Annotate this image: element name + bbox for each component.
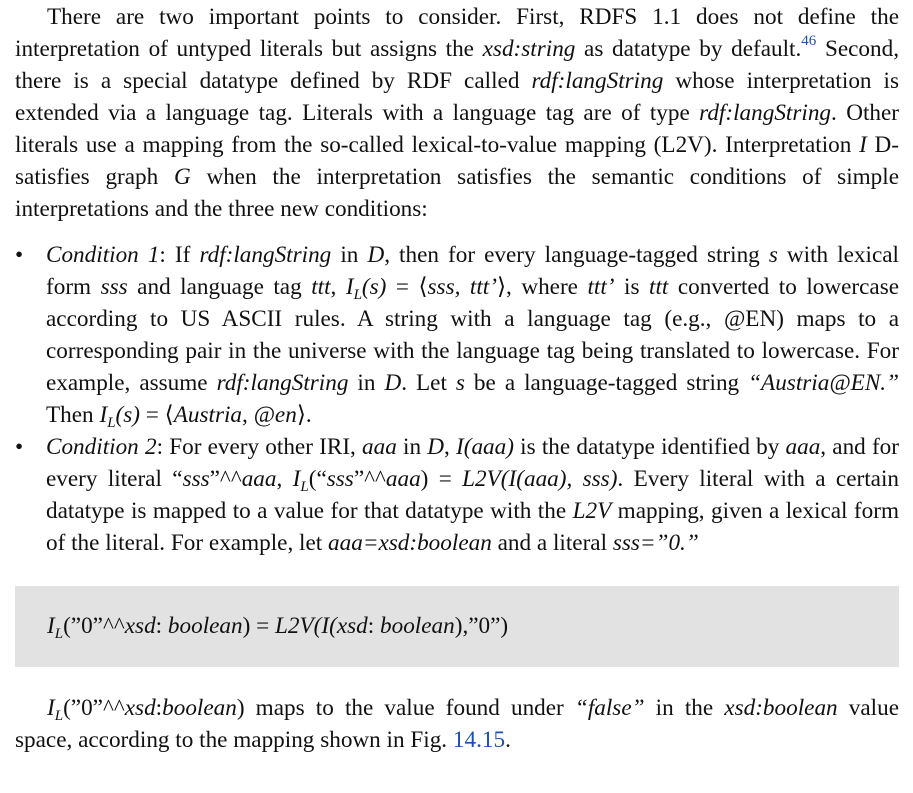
condition-1-item: [15, 239, 899, 431]
italic-term: D: [367, 242, 385, 268]
math-var: L2V(I(xsd: [275, 613, 368, 639]
text-run: ) maps to the value found under: [236, 695, 575, 721]
math-var: sss: [326, 466, 354, 492]
condition-label: Condition 2: [46, 434, 157, 460]
bullet-icon: •: [15, 242, 24, 268]
conditions-list: [15, 239, 899, 559]
math-var: G: [173, 164, 191, 190]
math-subscript: L: [54, 708, 64, 724]
text-run: . Other literals use a mapping from the so-called lexical-to-value mapping (L2V). Interpretation: [15, 100, 900, 158]
text-run: ⟩, where: [496, 274, 588, 300]
text-run: ,: [330, 274, 346, 300]
text-run: , and for every literal “: [46, 434, 899, 492]
text-run: whose interpretation is extended via a language tag. Literals with a language tag are of type: [15, 68, 899, 126]
text-run: in: [348, 370, 385, 396]
display-formula: [47, 610, 508, 642]
text-run: converted to lowercase according to US ASCII rules. A string with a language tag (e.g., @EN) maps to a corresponding pair in the universe with the language tag being translated to lowercase. For example, assume: [46, 274, 900, 396]
math-var: sss, ttt’: [427, 274, 497, 300]
text-run: (“: [308, 466, 327, 492]
figure-link[interactable]: 14.15: [452, 727, 506, 753]
italic-term: rdf:langString: [531, 68, 664, 94]
text-run: Second, there is a special datatype defined by RDF called: [15, 36, 900, 94]
italic-term: rdf:langString: [216, 370, 349, 396]
math-var: I: [292, 466, 301, 492]
text-run: :: [155, 695, 163, 721]
text-run: and language tag: [127, 274, 312, 300]
math-var: I: [859, 132, 867, 158]
text-run: ,: [276, 466, 293, 492]
text-run: is the datatype identified by: [513, 434, 786, 460]
text-run: ) =: [242, 613, 276, 639]
text-run: be a language-tagged string: [464, 370, 749, 396]
math-var: xsd: [124, 695, 156, 721]
math-var: I: [345, 274, 354, 300]
text-run: as datatype by default.: [575, 36, 802, 62]
text-run: = ⟨: [386, 274, 428, 300]
italic-term: D: [427, 434, 445, 460]
italic-term: ttt’: [587, 274, 615, 300]
italic-term: aaa=xsd:boolean: [328, 530, 492, 556]
math-var: boolean: [380, 613, 455, 639]
italic-term: aaa: [785, 434, 821, 460]
text-run: :: [155, 613, 168, 639]
footnote-ref[interactable]: 46: [801, 33, 817, 49]
math-var: (s): [361, 274, 387, 300]
text-run: , then for every language-tagged string: [384, 242, 769, 268]
math-subscript: L: [353, 287, 362, 303]
text-run: ⟩.: [296, 402, 312, 428]
condition-2-item: [15, 431, 899, 559]
text-run: : For every other IRI,: [156, 434, 363, 460]
page-body: [15, 1, 899, 756]
text-run: :: [367, 613, 381, 639]
text-run: value space, according to the mapping shown in Fig.: [15, 695, 899, 753]
math-var: (s): [115, 402, 140, 428]
math-var: aaa: [385, 466, 421, 492]
text-run: (”0”^^: [63, 695, 125, 721]
text-run: with lexical form: [46, 242, 899, 300]
italic-term: xsd:boolean: [724, 695, 838, 721]
italic-term: sss=”0.”: [612, 530, 699, 556]
math-subscript: L: [300, 479, 309, 495]
text-run: D-satisfies graph: [15, 132, 899, 190]
italic-term: ttt: [311, 274, 331, 300]
text-run: when the interpretation satisfies the semantic conditions of simple interpretations and the three new conditions:: [15, 164, 900, 222]
math-var: boolean: [167, 613, 243, 639]
text-run: in the: [644, 695, 725, 721]
bullet-icon: •: [15, 434, 24, 460]
text-run: ”^^: [353, 466, 386, 492]
text-run: : If: [159, 242, 200, 268]
math-var: xsd: [124, 613, 156, 639]
condition-label: Condition 1: [46, 242, 160, 268]
italic-term: ttt: [649, 274, 669, 300]
italic-term: rdf:langString: [699, 100, 832, 126]
italic-term: xsd:string: [482, 36, 576, 62]
text-run: ),”0”): [454, 613, 509, 639]
text-run: and a literal: [491, 530, 613, 556]
math-subscript: L: [54, 626, 64, 642]
italic-term: s: [768, 242, 778, 268]
text-run: ”^^: [209, 466, 242, 492]
formula-box: [15, 586, 899, 667]
italic-term: rdf:langString: [199, 242, 332, 268]
text-run: .: [505, 727, 511, 753]
text-run: is: [614, 274, 650, 300]
text-run: = ⟨: [140, 402, 174, 428]
text-run: ) =: [420, 466, 463, 492]
italic-term: D: [384, 370, 402, 396]
text-run: ,: [444, 434, 457, 460]
math-var: I: [47, 695, 55, 721]
math-var: Austria, @en: [173, 402, 297, 428]
math-subscript: L: [107, 415, 116, 431]
closing-paragraph: [15, 692, 899, 756]
text-run: There are two important points to consider. First, RDFS 1.1 does not define the interpretation of untyped literals but assigns the: [15, 4, 899, 62]
text-run: Then: [46, 402, 100, 428]
italic-term: sss: [100, 274, 128, 300]
italic-term: aaa: [241, 466, 277, 492]
italic-term: “Austria@EN.”: [748, 370, 899, 396]
math-var: I: [47, 613, 55, 639]
text-run: in: [331, 242, 368, 268]
intro-paragraph: [15, 1, 899, 225]
italic-term: L2V: [572, 498, 612, 524]
italic-term: sss: [182, 466, 210, 492]
math-var: boolean: [162, 695, 237, 721]
text-run: . Let: [401, 370, 456, 396]
italic-term: s: [455, 370, 465, 396]
italic-term: aaa: [362, 434, 397, 460]
text-run: . Every literal with a certain datatype is mapped to a value for that datatype with the: [46, 466, 899, 524]
italic-term: L2V(I(aaa), sss): [462, 466, 618, 492]
math-var: I: [99, 402, 108, 428]
italic-term: I(aaa): [456, 434, 514, 460]
text-run: mapping, given a lexical form of the literal. For example, let: [46, 498, 899, 556]
text-run: (”0”^^: [63, 613, 125, 639]
text-run: in: [396, 434, 428, 460]
italic-term: “false”: [574, 695, 645, 721]
